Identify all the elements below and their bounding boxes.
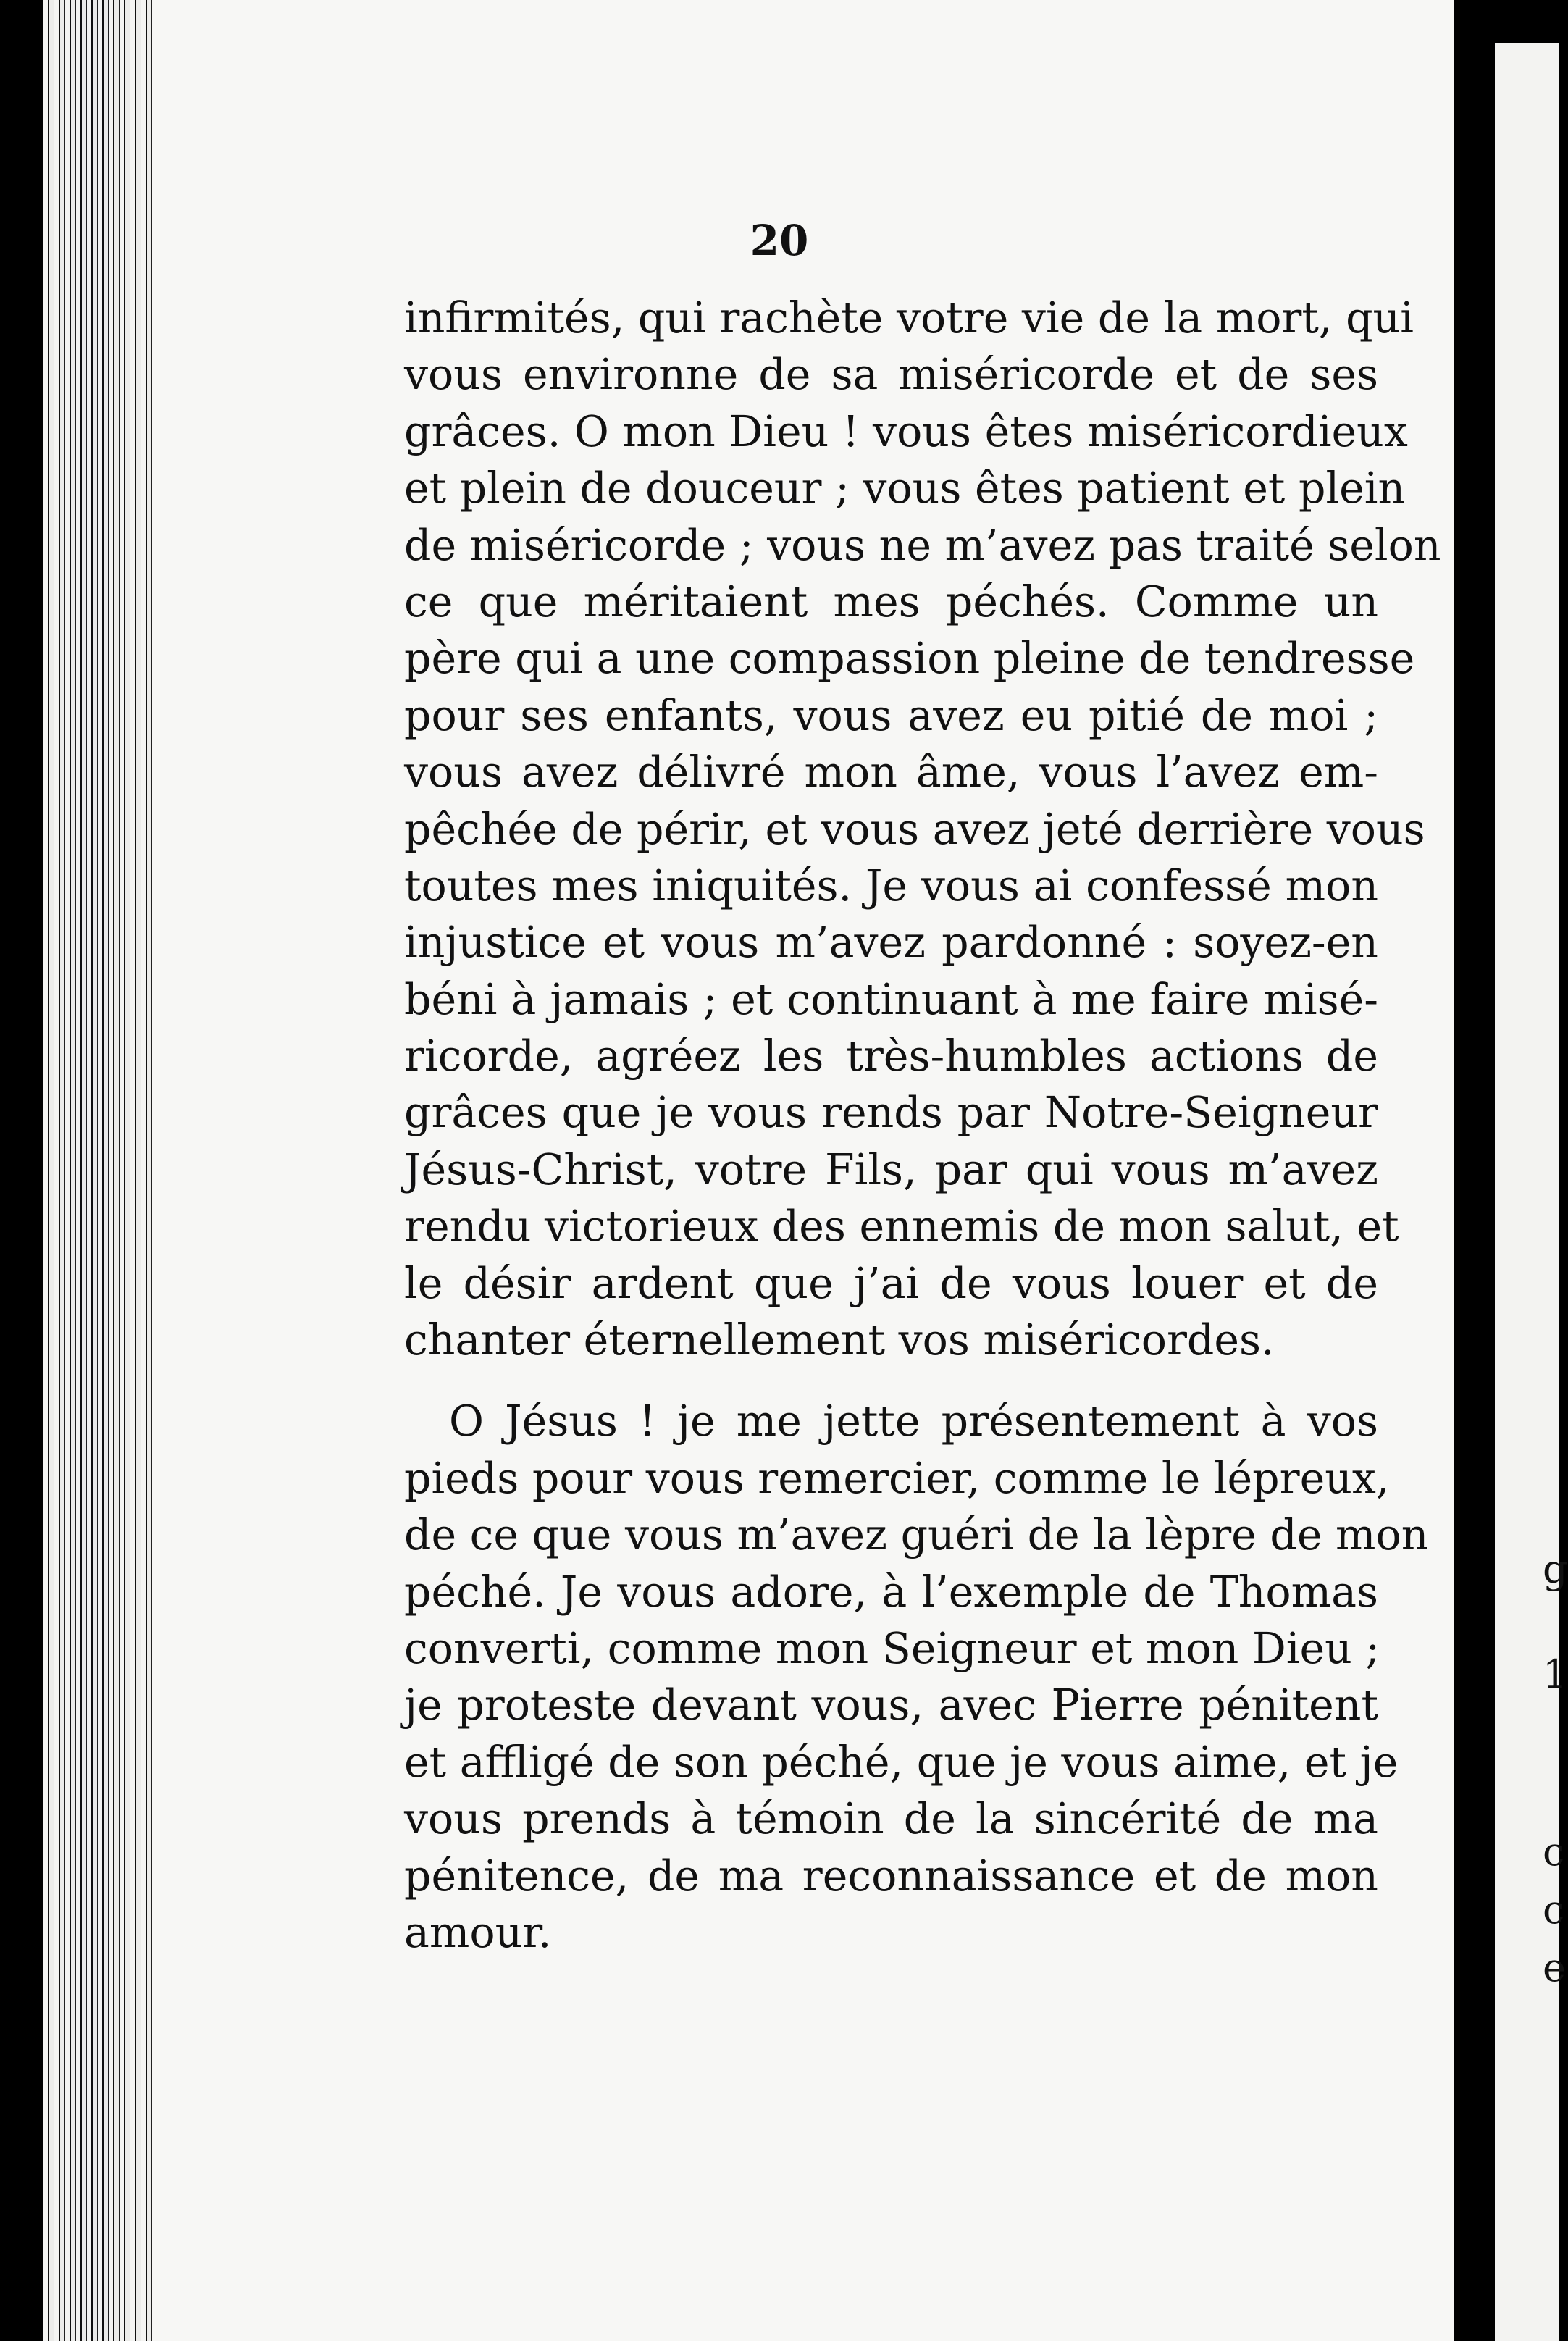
text-line: et affligé de son péché, que je vous aime, et je [404,1737,1399,1787]
text-line: amour. [404,1907,552,1957]
text-line: pénitence, de ma reconnaissance et de mon [404,1851,1378,1901]
text-line: péché. Je vous adore, à l’exemple de Thomas [404,1567,1378,1617]
text-line: béni à jamais ; et continuant à me faire misé- [404,974,1378,1024]
binding-shadow [0,0,45,2341]
text-line: vous prends à témoin de la sincérité de ma [404,1794,1378,1844]
text-line: infirmités, qui rachète votre vie de la mort, qui [404,293,1414,343]
gutter-shadow [1454,0,1495,2341]
text-line: le désir ardent que j’ai de vous louer et de [404,1258,1378,1308]
text-line: grâces. O mon Dieu ! vous êtes miséricordieux [404,406,1408,456]
text-line: grâces que je vous rends par Notre-Seigneur [404,1088,1378,1138]
text-line: vous avez délivré mon âme, vous l’avez em- [404,747,1378,797]
text-line: O Jésus ! je me jette présentement à vos [449,1396,1378,1446]
adjacent-page-fragment: g [1543,1546,1568,1592]
adjacent-page-fragment: c [1543,1887,1565,1932]
text-line: chanter éternellement vos miséricordes. [404,1315,1275,1365]
text-line: de ce que vous m’avez guéri de la lèpre de mon [404,1510,1429,1560]
adjacent-page [1495,43,1559,2341]
text-line: pêchée de périr, et vous avez jeté derrière vous [404,804,1425,854]
text-line: et plein de douceur ; vous êtes patient et plein [404,464,1406,514]
text-line: toutes mes iniquités. Je vous ai confessé mon [404,860,1378,910]
text-line: injustice et vous m’avez pardonné : soyez-en [404,918,1378,968]
text-line: pieds pour vous remercier, comme le lépreux, [404,1453,1390,1503]
adjacent-page-fragment: e [1543,1945,1566,1990]
text-line: père qui a une compassion pleine de tendresse [404,634,1415,684]
page-number: 20 [750,216,809,265]
text-line: converti, comme mon Seigneur et mon Dieu ; [404,1623,1380,1673]
text-line: ce que méritaient mes péchés. Comme un [404,577,1378,627]
text-line: Jésus-Christ, votre Fils, par qui vous m’avez [404,1144,1378,1194]
text-line: vous environne de sa miséricorde et de ses [404,350,1378,400]
text-line: de miséricorde ; vous ne m’avez pas traité selon [404,520,1441,570]
text-line: je proteste devant vous, avec Pierre pénitent [404,1680,1378,1730]
body-text [404,290,1441,1961]
text-line: ricorde, agréez les très-humbles actions de [404,1031,1378,1081]
text-line: pour ses enfants, vous avez eu pitié de moi ; [404,690,1378,740]
text-line: rendu victorieux des ennemis de mon salut, et [404,1202,1399,1252]
adjacent-page-fragment: c [1543,1829,1565,1875]
paragraph-gap [404,1368,1378,1393]
adjacent-page-fragment: 1 [1543,1651,1568,1697]
